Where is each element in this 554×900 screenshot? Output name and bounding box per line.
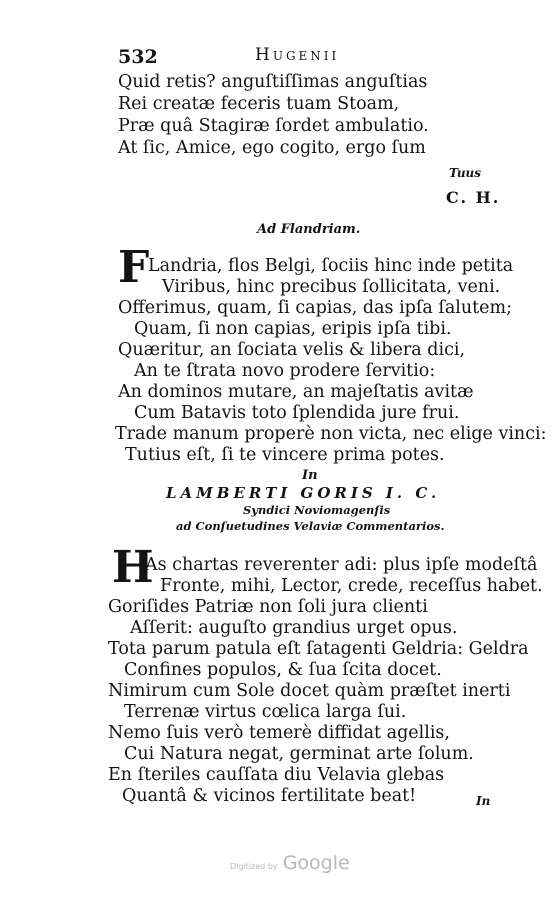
poem3-line-11: En ſteriles cauſſata diu Velavia glebas xyxy=(108,765,445,785)
poem2-title: Ad Flandriam. xyxy=(257,222,361,237)
poem3-line-4: Aſſerit: auguſto grandius urget opus. xyxy=(130,618,458,638)
poem2-line-3: Offerimus, quam, ſi capias, das ipſa ſalutem; xyxy=(118,298,513,318)
watermark-small-text: Digitized by xyxy=(230,862,278,871)
poem2-line-9: Trade manum properè non victa, nec elige vinci: xyxy=(115,424,547,444)
poem2-dropcap: F xyxy=(118,242,150,293)
poem3-heading-line3: ad Conſuetudines Velaviæ Commentarios. xyxy=(176,519,445,533)
poem2-line-2: Viribus, hinc precibus ſollicitata, veni. xyxy=(162,277,501,297)
poem1-line-3: Præ quâ Stagiræ ſordet ambulatio. xyxy=(118,116,429,136)
poem3-line-9: Nemo ſuis verò temerè diffidat agellis, xyxy=(108,723,450,743)
poem3-line-12: Quantâ & vicinos fertilitate beat! xyxy=(122,786,417,806)
poem3-heading-name: LAMBERTI GORIS I. C. xyxy=(166,484,441,502)
poem3-heading-in: In xyxy=(302,468,318,483)
page-number: 532 xyxy=(118,46,158,68)
poem2-line-7: An dominos mutare, an majeſtatis avitæ xyxy=(118,382,474,402)
poem2-line-8: Cum Batavis toto ſplendida jure frui. xyxy=(134,403,460,423)
poem2-line-4: Quam, ſi non capias, eripis ipſa tibi. xyxy=(134,319,452,339)
poem2-line-6: An te ſtrata novo prodere ſervitio: xyxy=(134,361,436,381)
poem3-dropcap: H xyxy=(112,542,154,593)
poem1-line-4: At ſic, Amice, ego cogito, ergo ſum xyxy=(118,138,426,158)
poem3-line-2: Fronte, mihi, Lector, crede, receſſus habet. xyxy=(160,576,543,596)
watermark-google-text: Google xyxy=(282,852,350,874)
digitized-watermark xyxy=(230,852,350,874)
signature: C. H. xyxy=(446,188,501,207)
poem2-line-5: Quæritur, an ſociata velis & libera dici, xyxy=(118,340,466,360)
poem3-line-1: As chartas reverenter adi: plus ipſe modeſtâ xyxy=(145,555,538,575)
poem1-line-2: Rei creatæ feceris tuam Stoam, xyxy=(118,94,400,114)
running-title: Hugenii xyxy=(255,45,340,65)
poem3-line-6: Confines populos, & ſua ſcita docet. xyxy=(124,660,442,680)
poem2-line-1: Landria, flos Belgi, ſociis hinc inde petita xyxy=(148,256,514,276)
poem3-heading-line2: Syndici Noviomagenſis xyxy=(243,503,391,517)
poem3-line-7: Nimirum cum Sole docet quàm præſtet inerti xyxy=(108,681,511,701)
poem3-line-8: Terrenæ virtus cœlica larga ſui. xyxy=(124,702,407,722)
poem3-line-5: Tota parum patula eſt ſatagenti Geldria: Geldra xyxy=(108,639,529,659)
poem2-line-10: Tutius eſt, ſi te vincere prima potes. xyxy=(125,445,445,465)
poem1-line-1: Quid retis? anguſtiſſimas anguſtias xyxy=(118,72,428,92)
poem3-line-3: Goriſides Patriæ non ſoli jura clienti xyxy=(108,597,428,617)
poem3-catchword: In xyxy=(476,794,491,808)
poem3-line-10: Cui Natura negat, germinat arte ſolum. xyxy=(124,744,474,764)
catchword: Tuus xyxy=(449,166,482,180)
